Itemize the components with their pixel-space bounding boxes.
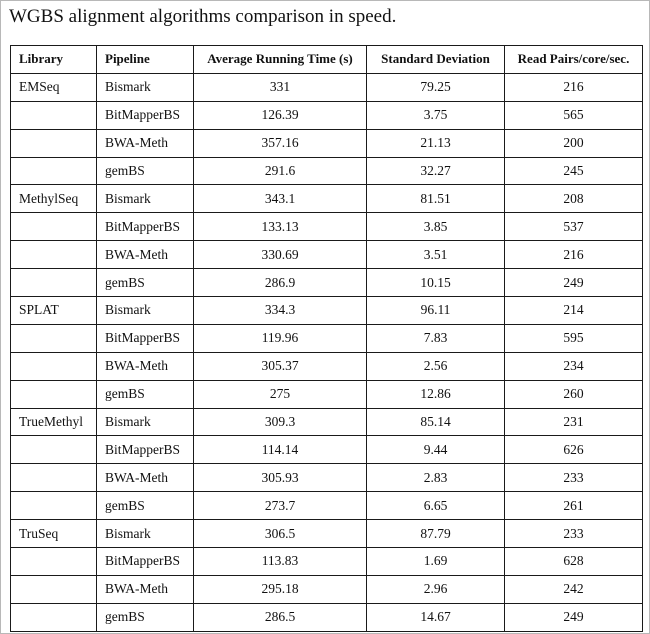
library-cell — [11, 464, 97, 492]
read-pairs-cell: 216 — [505, 73, 643, 101]
table-body — [11, 73, 643, 631]
pipeline-cell: Bismark — [97, 185, 194, 213]
table-row — [11, 352, 643, 380]
pipeline-cell: Bismark — [97, 520, 194, 548]
read-pairs-cell: 242 — [505, 575, 643, 603]
standard-deviation-cell: 6.65 — [367, 492, 505, 520]
read-pairs-cell: 245 — [505, 157, 643, 185]
library-cell — [11, 157, 97, 185]
library-cell — [11, 352, 97, 380]
column-header-average-running-time: Average Running Time (s) — [194, 46, 367, 74]
library-cell: TrueMethyl — [11, 408, 97, 436]
read-pairs-cell: 261 — [505, 492, 643, 520]
average-running-time-cell: 343.1 — [194, 185, 367, 213]
standard-deviation-cell: 7.83 — [367, 324, 505, 352]
pipeline-cell: gemBS — [97, 157, 194, 185]
library-cell: TruSeq — [11, 520, 97, 548]
standard-deviation-cell: 3.85 — [367, 213, 505, 241]
pipeline-cell: gemBS — [97, 603, 194, 631]
library-cell — [11, 129, 97, 157]
table-row — [11, 157, 643, 185]
library-cell — [11, 492, 97, 520]
table-row — [11, 241, 643, 269]
read-pairs-cell: 200 — [505, 129, 643, 157]
average-running-time-cell: 133.13 — [194, 213, 367, 241]
table-row — [11, 603, 643, 631]
table-row — [11, 297, 643, 325]
library-cell — [11, 213, 97, 241]
column-header-library: Library — [11, 46, 97, 74]
table-row — [11, 408, 643, 436]
table-row — [11, 213, 643, 241]
table-row — [11, 436, 643, 464]
read-pairs-cell: 595 — [505, 324, 643, 352]
average-running-time-cell: 309.3 — [194, 408, 367, 436]
average-running-time-cell: 286.5 — [194, 603, 367, 631]
average-running-time-cell: 357.16 — [194, 129, 367, 157]
library-cell — [11, 269, 97, 297]
read-pairs-cell: 565 — [505, 101, 643, 129]
read-pairs-cell: 537 — [505, 213, 643, 241]
pipeline-cell: Bismark — [97, 297, 194, 325]
read-pairs-cell: 233 — [505, 520, 643, 548]
library-cell — [11, 436, 97, 464]
table-row — [11, 575, 643, 603]
library-cell: MethylSeq — [11, 185, 97, 213]
read-pairs-cell: 233 — [505, 464, 643, 492]
table-row — [11, 269, 643, 297]
average-running-time-cell: 334.3 — [194, 297, 367, 325]
read-pairs-cell: 249 — [505, 269, 643, 297]
column-header-read-pairs: Read Pairs/core/sec. — [505, 46, 643, 74]
average-running-time-cell: 330.69 — [194, 241, 367, 269]
standard-deviation-cell: 3.51 — [367, 241, 505, 269]
pipeline-cell: BWA-Meth — [97, 129, 194, 157]
read-pairs-cell: 231 — [505, 408, 643, 436]
table-row — [11, 464, 643, 492]
average-running-time-cell: 286.9 — [194, 269, 367, 297]
standard-deviation-cell: 14.67 — [367, 603, 505, 631]
table-row — [11, 73, 643, 101]
read-pairs-cell: 208 — [505, 185, 643, 213]
pipeline-cell: gemBS — [97, 380, 194, 408]
table-header-row — [11, 46, 643, 74]
standard-deviation-cell: 87.79 — [367, 520, 505, 548]
average-running-time-cell: 114.14 — [194, 436, 367, 464]
standard-deviation-cell: 96.11 — [367, 297, 505, 325]
standard-deviation-cell: 79.25 — [367, 73, 505, 101]
pipeline-cell: Bismark — [97, 73, 194, 101]
library-cell — [11, 575, 97, 603]
average-running-time-cell: 291.6 — [194, 157, 367, 185]
library-cell — [11, 241, 97, 269]
standard-deviation-cell: 1.69 — [367, 548, 505, 576]
pipeline-cell: BWA-Meth — [97, 464, 194, 492]
pipeline-cell: Bismark — [97, 408, 194, 436]
standard-deviation-cell: 10.15 — [367, 269, 505, 297]
pipeline-cell: gemBS — [97, 492, 194, 520]
table-row — [11, 324, 643, 352]
pipeline-cell: gemBS — [97, 269, 194, 297]
column-header-pipeline: Pipeline — [97, 46, 194, 74]
read-pairs-cell: 249 — [505, 603, 643, 631]
average-running-time-cell: 273.7 — [194, 492, 367, 520]
standard-deviation-cell: 2.96 — [367, 575, 505, 603]
average-running-time-cell: 126.39 — [194, 101, 367, 129]
library-cell — [11, 548, 97, 576]
table-row — [11, 492, 643, 520]
standard-deviation-cell: 3.75 — [367, 101, 505, 129]
average-running-time-cell: 305.93 — [194, 464, 367, 492]
read-pairs-cell: 626 — [505, 436, 643, 464]
pipeline-cell: BWA-Meth — [97, 352, 194, 380]
library-cell — [11, 603, 97, 631]
pipeline-cell: BWA-Meth — [97, 575, 194, 603]
pipeline-cell: BitMapperBS — [97, 548, 194, 576]
average-running-time-cell: 305.37 — [194, 352, 367, 380]
standard-deviation-cell: 2.56 — [367, 352, 505, 380]
standard-deviation-cell: 85.14 — [367, 408, 505, 436]
library-cell — [11, 101, 97, 129]
standard-deviation-cell: 12.86 — [367, 380, 505, 408]
column-header-standard-deviation: Standard Deviation — [367, 46, 505, 74]
standard-deviation-cell: 32.27 — [367, 157, 505, 185]
table-row — [11, 129, 643, 157]
table-row — [11, 548, 643, 576]
table-row — [11, 101, 643, 129]
pipeline-cell: BitMapperBS — [97, 101, 194, 129]
average-running-time-cell: 119.96 — [194, 324, 367, 352]
standard-deviation-cell: 2.83 — [367, 464, 505, 492]
pipeline-cell: BWA-Meth — [97, 241, 194, 269]
read-pairs-cell: 260 — [505, 380, 643, 408]
read-pairs-cell: 214 — [505, 297, 643, 325]
standard-deviation-cell: 21.13 — [367, 129, 505, 157]
pipeline-cell: BitMapperBS — [97, 324, 194, 352]
average-running-time-cell: 306.5 — [194, 520, 367, 548]
read-pairs-cell: 628 — [505, 548, 643, 576]
average-running-time-cell: 113.83 — [194, 548, 367, 576]
average-running-time-cell: 295.18 — [194, 575, 367, 603]
library-cell — [11, 324, 97, 352]
average-running-time-cell: 331 — [194, 73, 367, 101]
library-cell: SPLAT — [11, 297, 97, 325]
table-row — [11, 185, 643, 213]
table-caption: WGBS alignment algorithms comparison in speed. — [9, 6, 397, 27]
table-row — [11, 380, 643, 408]
read-pairs-cell: 234 — [505, 352, 643, 380]
library-cell — [11, 380, 97, 408]
library-cell: EMSeq — [11, 73, 97, 101]
read-pairs-cell: 216 — [505, 241, 643, 269]
pipeline-cell: BitMapperBS — [97, 213, 194, 241]
average-running-time-cell: 275 — [194, 380, 367, 408]
speed-comparison-table — [10, 45, 643, 632]
table-row — [11, 520, 643, 548]
pipeline-cell: BitMapperBS — [97, 436, 194, 464]
standard-deviation-cell: 81.51 — [367, 185, 505, 213]
standard-deviation-cell: 9.44 — [367, 436, 505, 464]
